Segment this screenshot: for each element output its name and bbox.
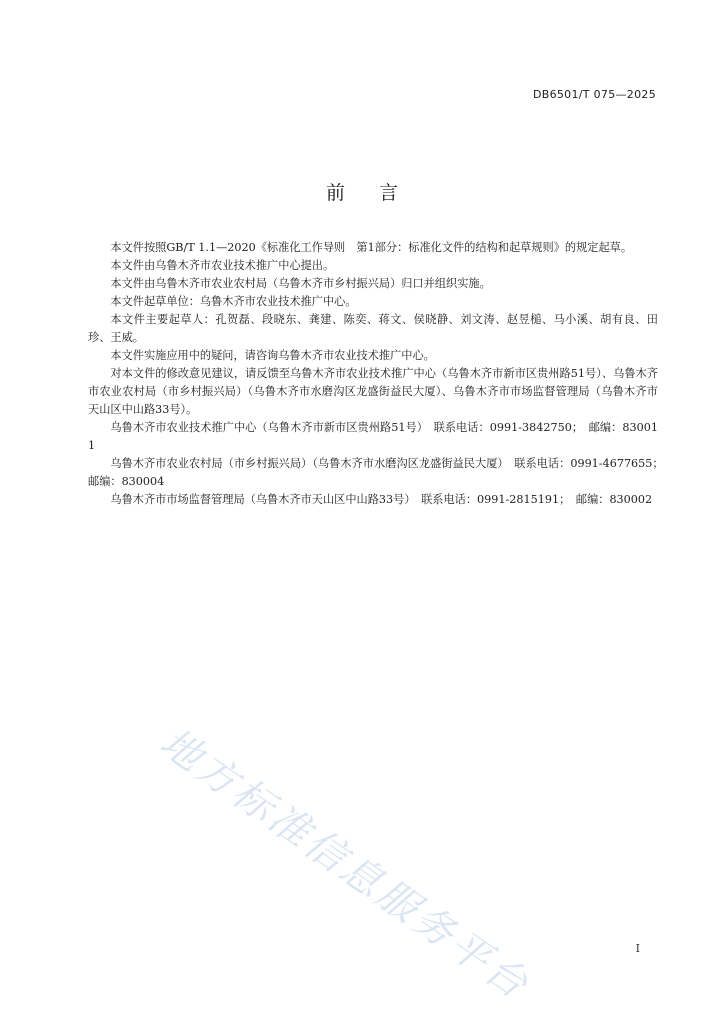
paragraph-feedback: 对本文件的修改意见建议，请反馈至乌鲁木齐市农业技术推广中心（乌鲁木齐市新市区贵州路51号）、乌鲁木齐市农业农村局（市乡村振兴局）（乌鲁木齐市水磨沟区龙盛街益民大厦）、乌鲁木齐市市场监督管理局（乌鲁木齐市天山区中山路33号）。 (88, 367, 658, 416)
paragraph-drafters: 本文件主要起草人：孔贺磊、段晓东、龚建、陈奕、蒋文、侯晓静、刘文涛、赵昱槌、马小溪、胡有良、田珍、王威。 (88, 313, 658, 344)
paragraph-contact-market-bureau: 乌鲁木齐市市场监督管理局（乌鲁木齐市天山区中山路33号） 联系电话：0991-2815191； 邮编：830002 (110, 493, 653, 506)
document-code: DB6501/T 075—2025 (532, 88, 656, 101)
paragraph-contact-agriculture-bureau: 乌鲁木齐市农业农村局（市乡村振兴局）（乌鲁木齐市水磨沟区龙盛街益民大厦） 联系电话：0991-4677655； 邮编：830004 (88, 457, 670, 488)
paragraph-inquiries: 本文件实施应用中的疑问，请咨询乌鲁木齐市农业技术推广中心。 (110, 349, 435, 362)
paragraph-drafting-rules: 本文件按照GB/T 1.1—2020《标准化工作导则 第1部分：标准化文件的结构和起草规则》的规定起草。 (110, 241, 633, 254)
paragraph-drafting-unit: 本文件起草单位：乌鲁木齐市农业技术推广中心。 (110, 295, 357, 308)
page-number: I (635, 942, 640, 955)
foreword-body (88, 239, 670, 509)
page-title: 前言 (325, 182, 432, 204)
watermark: 地方标准信息服务平台 (151, 719, 539, 1010)
paragraph-contact-tech-center: 乌鲁木齐市农业技术推广中心（乌鲁木齐市新市区贵州路51号） 联系电话：0991-3842750； 邮编：830011 (88, 421, 658, 452)
paragraph-proposer: 本文件由乌鲁木齐市农业技术推广中心提出。 (110, 259, 335, 272)
paragraph-administrator: 本文件由乌鲁木齐市农业农村局（乌鲁木齐市乡村振兴局）归口并组织实施。 (110, 277, 491, 290)
